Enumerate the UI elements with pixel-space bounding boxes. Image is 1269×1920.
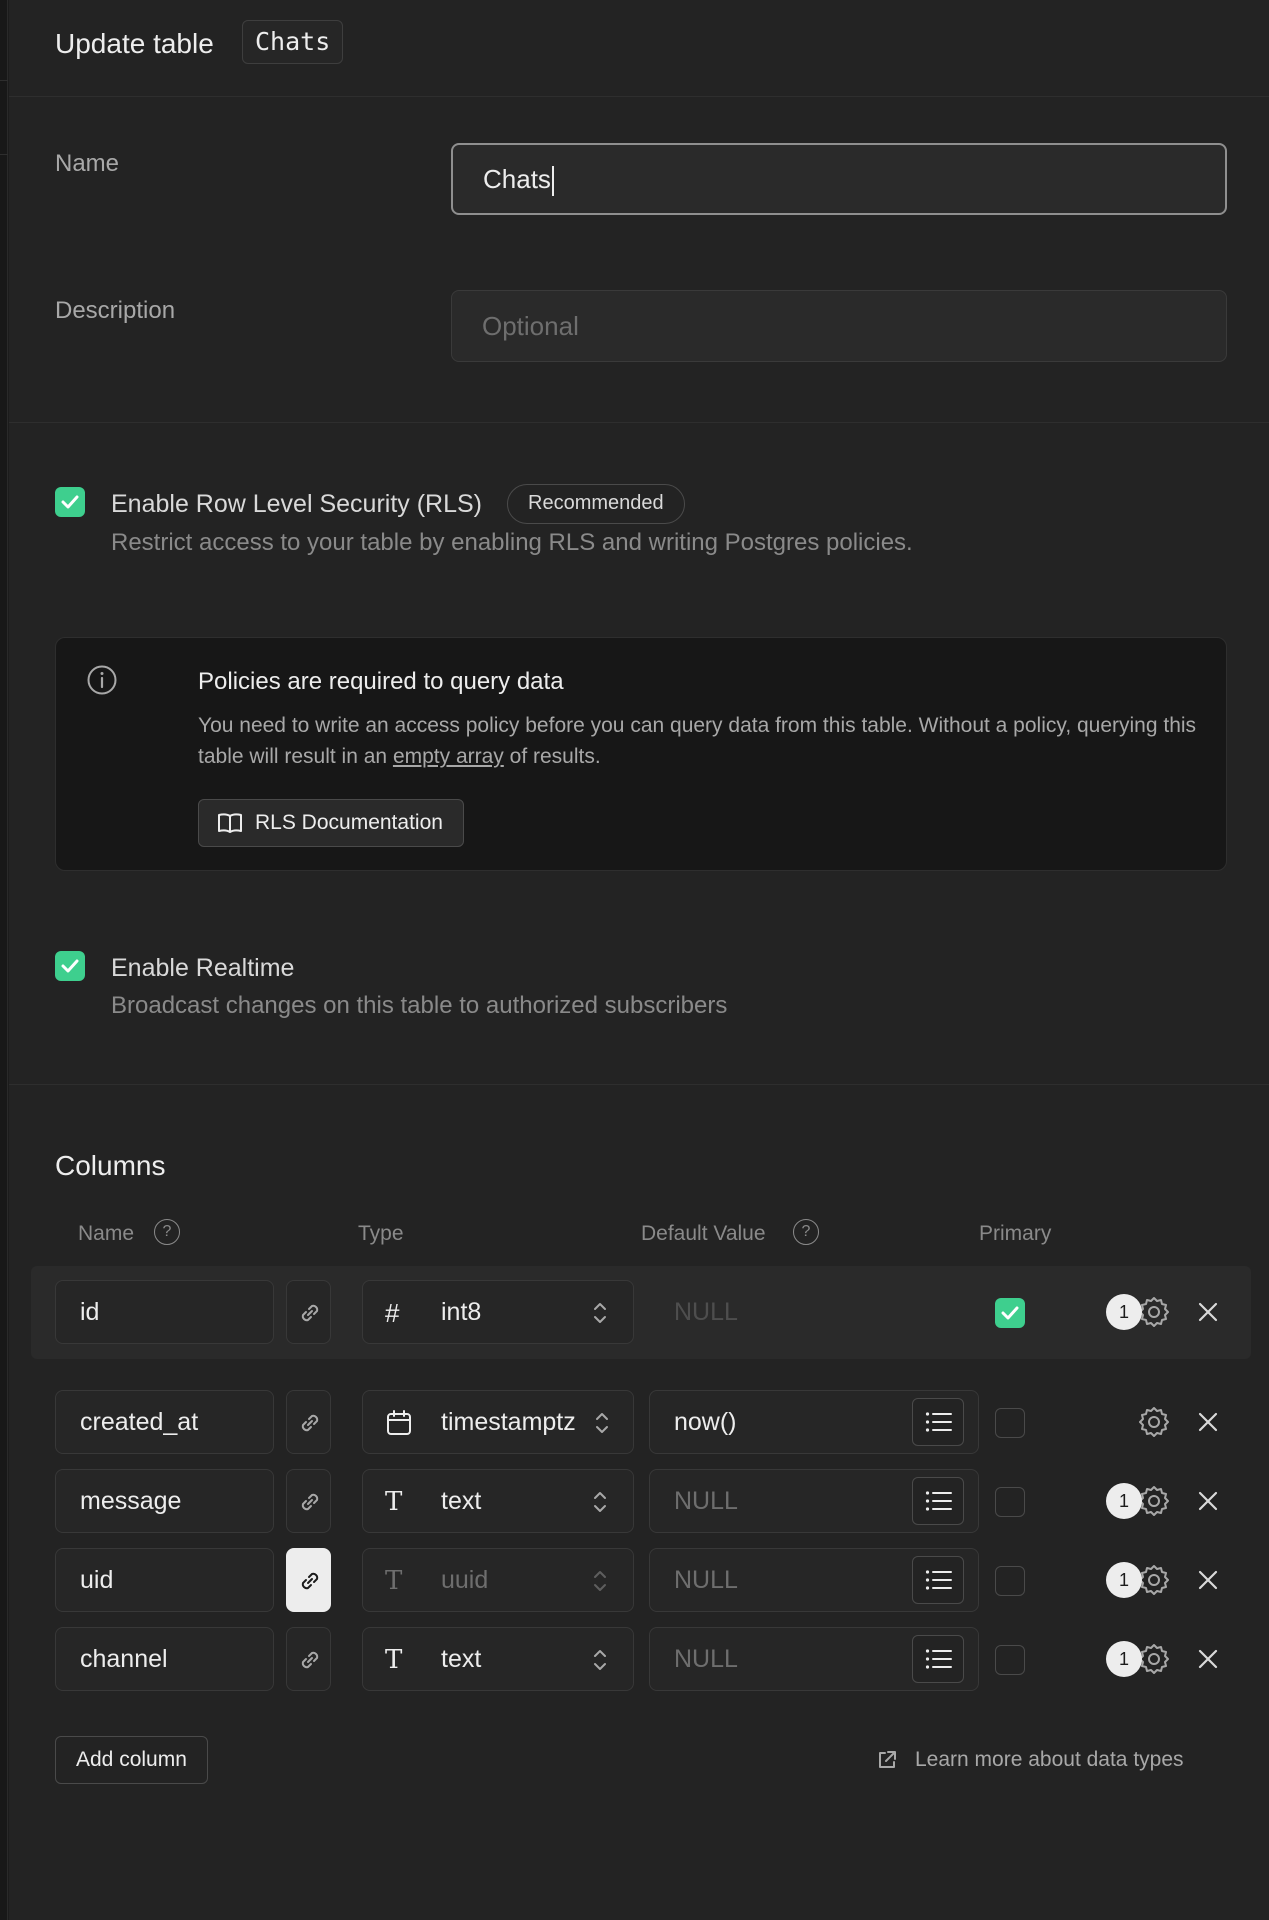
external-link-icon [875, 1748, 899, 1772]
close-icon[interactable] [1195, 1299, 1221, 1325]
default-suggestions-button[interactable] [912, 1635, 964, 1683]
close-icon[interactable] [1195, 1409, 1221, 1435]
column-type-select[interactable]: # int8 [362, 1280, 634, 1344]
default-value-input[interactable]: NULL [649, 1627, 979, 1691]
info-icon [86, 664, 118, 696]
chevron-updown-icon [593, 1409, 611, 1437]
column-name-input[interactable]: uid [55, 1548, 274, 1612]
primary-checkbox[interactable] [995, 1645, 1025, 1675]
close-icon[interactable] [1195, 1567, 1221, 1593]
add-column-button[interactable]: Add column [55, 1736, 208, 1784]
link-icon [297, 1489, 323, 1515]
list-icon [925, 1646, 953, 1672]
column-type-select[interactable]: T text [362, 1469, 634, 1533]
gear-icon[interactable] [1137, 1642, 1171, 1676]
default-suggestions-button[interactable] [912, 1398, 964, 1446]
gear-icon[interactable] [1137, 1295, 1171, 1329]
panel-header [9, 0, 1269, 97]
gear-icon[interactable] [1137, 1405, 1171, 1439]
policies-alert [55, 637, 1227, 871]
constraint-count-badge: 1 [1106, 1641, 1142, 1677]
name-input[interactable]: Chats [451, 143, 1227, 215]
left-edge-strip [0, 0, 8, 1920]
foreign-key-button[interactable] [286, 1548, 331, 1612]
section-divider [9, 422, 1269, 423]
rls-description: Restrict access to your table by enabling RLS and writing Postgres policies. [111, 529, 913, 556]
column-header-type: Type [358, 1222, 404, 1245]
chevron-updown-icon [591, 1646, 609, 1674]
text-type-icon: T [385, 1645, 403, 1675]
realtime-checkbox[interactable] [55, 951, 85, 981]
foreign-key-button[interactable] [286, 1390, 331, 1454]
column-header-name: Name [78, 1222, 135, 1245]
default-help-icon[interactable]: ? [793, 1219, 819, 1245]
hash-icon: # [385, 1298, 400, 1328]
primary-checkbox[interactable] [995, 1408, 1025, 1438]
column-name-input[interactable]: message [55, 1469, 274, 1533]
chevron-updown-icon [591, 1299, 609, 1327]
constraint-count-badge: 1 [1106, 1562, 1142, 1598]
list-icon [925, 1409, 953, 1435]
column-header-default: Default Value [641, 1222, 766, 1245]
link-icon [297, 1300, 323, 1326]
primary-checkbox[interactable] [995, 1298, 1025, 1328]
column-name-input[interactable]: id [55, 1280, 274, 1344]
panel-title: Update table [55, 28, 214, 59]
text-type-icon: T [385, 1487, 403, 1517]
realtime-title: Enable Realtime [111, 954, 295, 982]
default-value-input[interactable]: NULL [649, 1469, 979, 1533]
update-table-panel: Update table Chats Name Chats Description Optional Enable Row Level Security (RLS) Recommended Restrict access to your table by enabling RLS and writing Postgres policies. Policies are required to query data You need to write an access policy before you can query data from this table. Without a policy, querying this table will result in an empty array of results. RLS Documentation Enable Realtime Broadcast changes on this table to authorized subscribers Columns Name ? Type Default Value ? Primary id # int8 NULL 1 created_at timestamptz now() message T text NULL 1 uid T uuid NULL 1 channel T text NULL 1 Add column Learn more about data types [9, 0, 1269, 1920]
foreign-key-button[interactable] [286, 1627, 331, 1691]
primary-checkbox[interactable] [995, 1487, 1025, 1517]
close-icon[interactable] [1195, 1646, 1221, 1672]
column-type-select[interactable]: T text [362, 1627, 634, 1691]
text-type-icon: T [385, 1566, 403, 1596]
constraint-count-badge: 1 [1106, 1483, 1142, 1519]
close-icon[interactable] [1195, 1488, 1221, 1514]
rls-checkbox[interactable] [55, 487, 85, 517]
name-label: Name [55, 150, 120, 177]
default-suggestions-button[interactable] [912, 1477, 964, 1525]
calendar-icon [385, 1409, 413, 1437]
column-type-select[interactable]: timestamptz [362, 1390, 634, 1454]
recommended-badge: Recommended [507, 484, 685, 524]
chevron-updown-icon [591, 1567, 609, 1595]
section-divider [9, 1084, 1269, 1085]
primary-checkbox[interactable] [995, 1566, 1025, 1596]
default-value-input[interactable]: NULL [674, 1298, 738, 1326]
list-icon [925, 1567, 953, 1593]
column-name-input[interactable]: created_at [55, 1390, 274, 1454]
link-icon [297, 1568, 323, 1594]
foreign-key-button[interactable] [286, 1280, 331, 1344]
column-header-primary: Primary [979, 1222, 1052, 1245]
book-icon [217, 811, 243, 835]
rls-title: Enable Row Level Security (RLS) [111, 490, 482, 518]
gear-icon[interactable] [1137, 1563, 1171, 1597]
column-name-input[interactable]: channel [55, 1627, 274, 1691]
default-suggestions-button[interactable] [912, 1556, 964, 1604]
link-icon [297, 1647, 323, 1673]
link-icon [297, 1410, 323, 1436]
column-type-select[interactable]: T uuid [362, 1548, 634, 1612]
name-help-icon[interactable]: ? [154, 1219, 180, 1245]
default-value-input[interactable]: NULL [649, 1548, 979, 1612]
chevron-updown-icon [591, 1488, 609, 1516]
empty-array-link[interactable]: empty array [392, 745, 504, 768]
table-name-chip: Chats [242, 20, 343, 64]
foreign-key-button[interactable] [286, 1469, 331, 1533]
columns-title: Columns [55, 1150, 166, 1181]
alert-body: You need to write an access policy before you can query data from this table. Without a policy, querying this table will result in an empty array of results. [198, 714, 1197, 768]
gear-icon[interactable] [1137, 1484, 1171, 1518]
description-input[interactable]: Optional [451, 290, 1227, 362]
default-value-input[interactable]: now() [649, 1390, 979, 1454]
list-icon [925, 1488, 953, 1514]
description-label: Description [55, 297, 176, 324]
constraint-count-badge: 1 [1106, 1294, 1142, 1330]
alert-title: Policies are required to query data [198, 668, 564, 695]
realtime-description: Broadcast changes on this table to authorized subscribers [111, 992, 728, 1019]
rls-documentation-button[interactable]: RLS Documentation [198, 799, 464, 847]
